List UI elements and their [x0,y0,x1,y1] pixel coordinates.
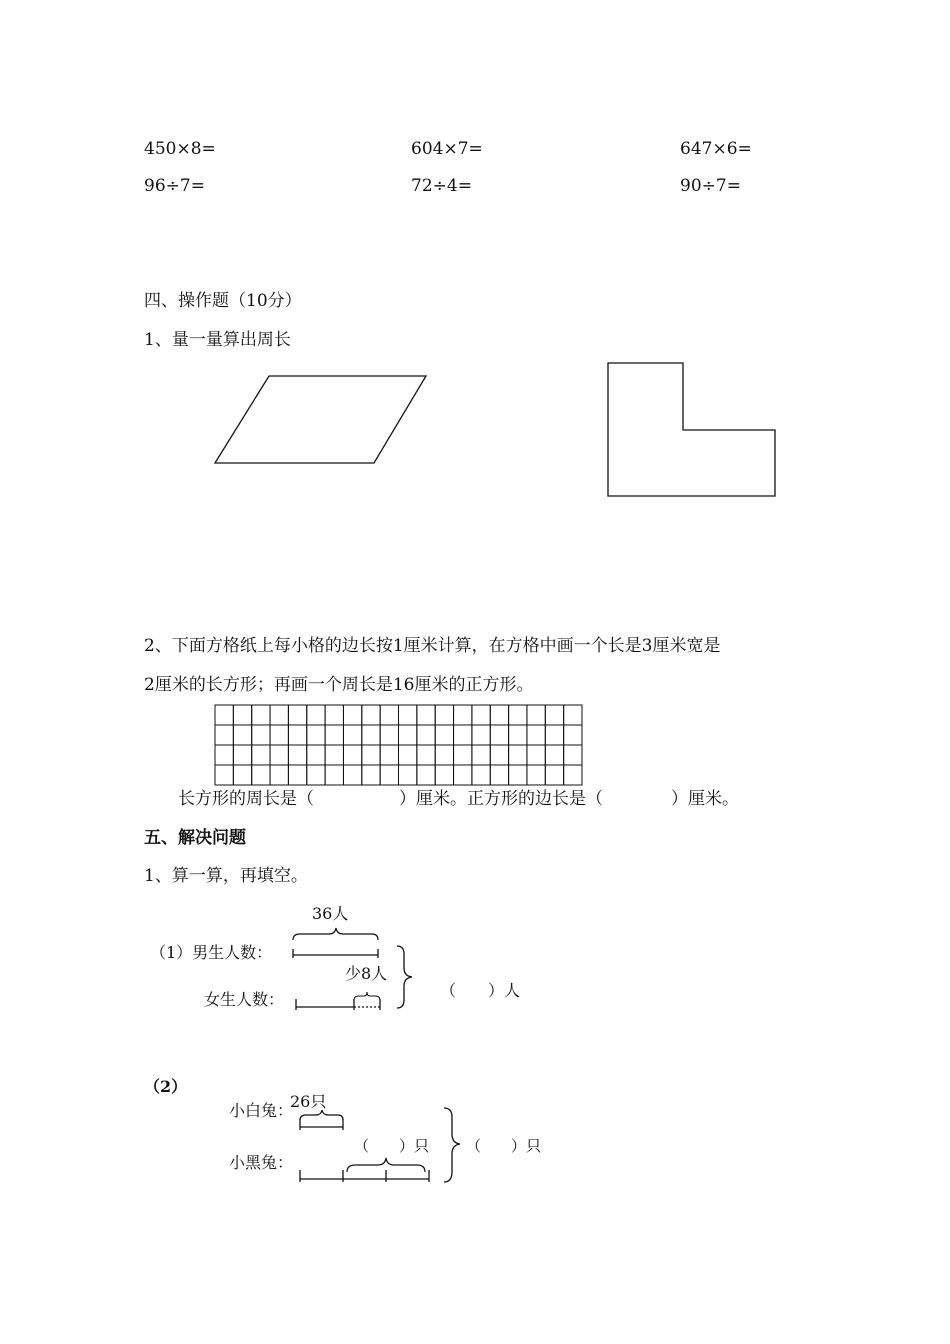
section5-title: 五、解决问题 [144,828,246,848]
calc-2-1: 96÷7= [144,176,205,196]
calc-2-3: 90÷7= [680,176,741,196]
calc-1-1: 450×8= [144,139,216,159]
p1-boys-label: （1）男生人数： [150,943,273,962]
p2-answer: （ ）只 [466,1137,542,1155]
p1-answer: （ ）人 [440,981,521,1000]
white-rabbit-label: 小白兔： [229,1101,294,1120]
black-brace [347,1158,425,1172]
calc-1-3: 647×6= [680,139,752,159]
less-label: 少8人 [345,964,388,983]
p2-total-brace [444,1108,460,1182]
boys-value: 36人 [312,904,349,923]
white-rabbit-value: 26只 [290,1092,327,1111]
calc-1-2: 604×7= [411,139,483,159]
section4-q2-line1: 2、下面方格纸上每小格的边长按1厘米计算，在方格中画一个长是3厘米宽是 [144,636,721,656]
section5-q1: 1、算一算，再填空。 [144,866,308,886]
section4-q1: 1、量一量算出周长 [144,330,291,350]
section4-title: 四、操作题（10分） [144,291,302,311]
calc-2-2: 72÷4= [411,176,472,196]
black-rabbit-label: 小黑兔： [229,1153,294,1172]
white-brace [300,1110,343,1120]
black-rabbit-value: （ ）只 [354,1137,430,1155]
p1-girls-label: 女生人数： [204,990,285,1009]
grid-answer-line: 长方形的周长是（ ）厘米。正方形的边长是（ ）厘米。 [178,789,739,809]
section4-q2-line2: 2厘米的长方形；再画一个周长是16厘米的正方形。 [144,675,534,695]
p2-label: （2） [144,1077,188,1096]
